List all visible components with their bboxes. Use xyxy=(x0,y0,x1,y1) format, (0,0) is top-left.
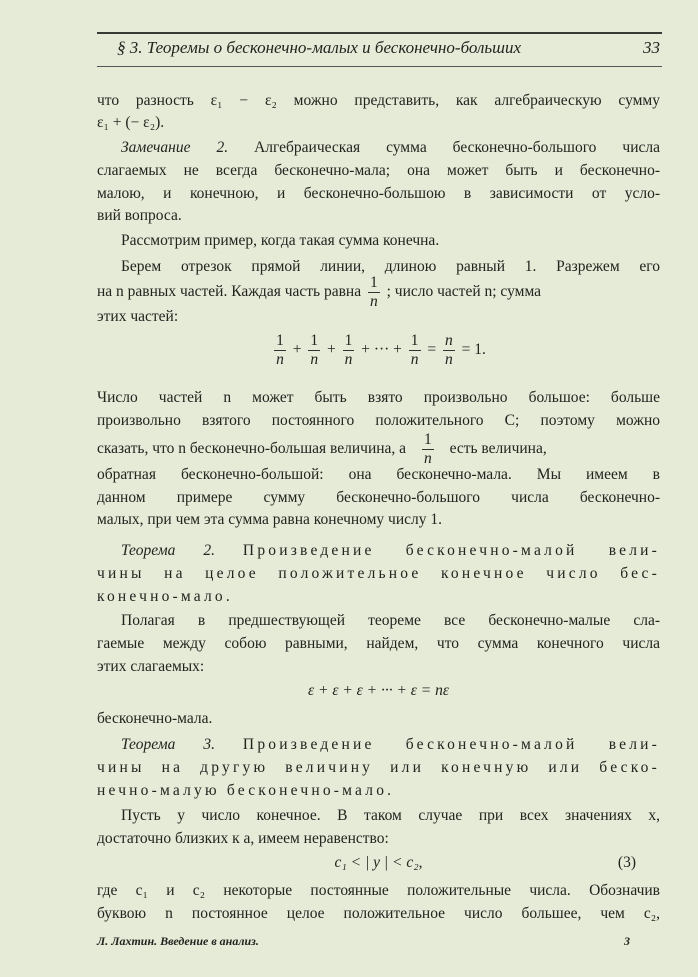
dots: + ··· + xyxy=(361,341,402,359)
equation-inequality xyxy=(97,853,660,873)
equation-sum-fractions xyxy=(97,332,660,369)
equation-epsilon-sum: ε + ε + ε + ··· + ε = nε xyxy=(308,682,449,699)
text-line: Берем отрезок прямой линии, длиною равный 1. Разрежем его xyxy=(121,258,660,275)
header-rule-top xyxy=(97,32,662,34)
text-line: Число частей n может быть взято произвольно большое: больше xyxy=(97,389,660,406)
text-line: обратная бесконечно-большой: она бесконечно-мала. Мы имеем в xyxy=(97,466,660,483)
text-line: произвольно взятого постоянного положительного C; поэтому можно xyxy=(97,412,660,429)
fraction-1-over-n xyxy=(422,431,434,468)
footer-text: Л. Лахтин. Введение в анализ. xyxy=(97,934,259,948)
fraction-n-over-n xyxy=(443,332,455,369)
text-span: сказать, что n бесконечно-большая величина, а xyxy=(97,440,407,458)
text-line: вий вопроса. xyxy=(97,207,182,224)
text-span: есть величина, xyxy=(449,440,547,458)
numerator: 1 xyxy=(410,332,419,349)
numerator: n xyxy=(445,332,453,349)
inequality: c₁ < | y | < c₂, xyxy=(334,854,423,871)
denominator: n xyxy=(344,351,353,368)
fraction-1-over-n xyxy=(368,274,380,311)
equation-number: (3) xyxy=(617,854,636,871)
numerator: 1 xyxy=(310,332,319,349)
page-number: 33 xyxy=(643,38,660,57)
text-line: достаточно близких к a, имеем неравенство: xyxy=(97,830,389,847)
text-line: слагаемых не всегда бесконечно-мала; она может быть и бесконечно- xyxy=(97,162,660,179)
text-line: ε₁ + (− ε₂). xyxy=(97,114,165,131)
denominator: n xyxy=(423,450,432,467)
numerator: 1 xyxy=(369,274,378,291)
header-title: § 3. Теоремы о бесконечно-малых и бесконечно-больших xyxy=(117,38,522,57)
text-line: данном примере сумму бесконечно-большого числа бесконечно- xyxy=(97,489,660,506)
denominator: n xyxy=(369,293,378,310)
text-line: гаемые между собою равными, найдем, что сумма конечного числа xyxy=(97,635,660,652)
text-span: ; число частей n; сумма xyxy=(386,283,542,301)
theorem-2-line xyxy=(97,541,660,561)
fraction xyxy=(409,332,421,369)
text-line: бесконечно-мала. xyxy=(97,710,213,727)
theorem-3-label: Теорема 3. xyxy=(121,736,215,753)
text-line: Рассмотрим пример, когда такая сумма конечна. xyxy=(121,232,440,249)
numerator: 1 xyxy=(276,332,284,349)
text-line: этих слагаемых: xyxy=(97,658,205,675)
theorem-3-line xyxy=(97,735,660,755)
text-line: буквою n постоянное целое положительное число большее, чем c₂, xyxy=(97,905,660,922)
theorem-line: чины на другую величину или конечную или беско- xyxy=(97,759,660,776)
denominator: n xyxy=(276,351,284,368)
text-span: Произведение бесконечно-малой вели- xyxy=(242,542,660,559)
theorem-line: чины на целое положительное конечное число бес- xyxy=(97,565,660,582)
equals-sign: = xyxy=(427,341,437,359)
footer xyxy=(97,934,660,949)
denominator: n xyxy=(410,351,419,368)
numerator: 1 xyxy=(344,332,353,349)
denominator: n xyxy=(310,351,319,368)
text-line: малою, и конечною, и бесконечно-большою в зависимости от усло- xyxy=(97,185,660,202)
text-line-with-fraction xyxy=(97,431,660,468)
fraction xyxy=(308,332,320,369)
text-line: малых, при чем эта сумма равна конечному числу 1. xyxy=(97,511,443,528)
text-span: на n равных частей. Каждая часть равна xyxy=(97,283,362,301)
equation-result: = 1. xyxy=(461,341,486,359)
header-rule-bottom xyxy=(97,66,662,67)
theorem-line: конечно-мало. xyxy=(97,588,233,605)
remark-line xyxy=(97,138,660,158)
text-line: где c₁ и c₂ некоторые постоянные положительные числа. Обозначив xyxy=(97,882,660,899)
text-line: Полагая в предшествующей теореме все бесконечно-малые сла- xyxy=(121,612,660,629)
text-line: этих частей: xyxy=(97,308,179,325)
remark-label: Замечание 2. xyxy=(121,139,229,156)
numerator: 1 xyxy=(423,431,432,448)
text-span: Алгебраическая сумма бесконечно-большого числа xyxy=(254,139,661,156)
text-span: Произведение бесконечно-малой вели- xyxy=(242,736,660,753)
text-line-with-fraction xyxy=(97,274,660,311)
theorem-line: нечно-малую бесконечно-мало. xyxy=(97,782,395,799)
text-line: Пусть y число конечное. В таком случае при всех значениях x, xyxy=(121,807,660,824)
theorem-2-label: Теорема 2. xyxy=(121,542,215,559)
fraction xyxy=(343,332,355,369)
denominator: n xyxy=(445,351,453,368)
signature-mark: 3 xyxy=(624,934,630,948)
fraction xyxy=(274,332,286,369)
plus-sign: + xyxy=(326,341,336,359)
plus-sign: + xyxy=(292,341,302,359)
text-line: что разность ε₁ − ε₂ можно представить, как алгебраическую сумму xyxy=(97,92,660,109)
